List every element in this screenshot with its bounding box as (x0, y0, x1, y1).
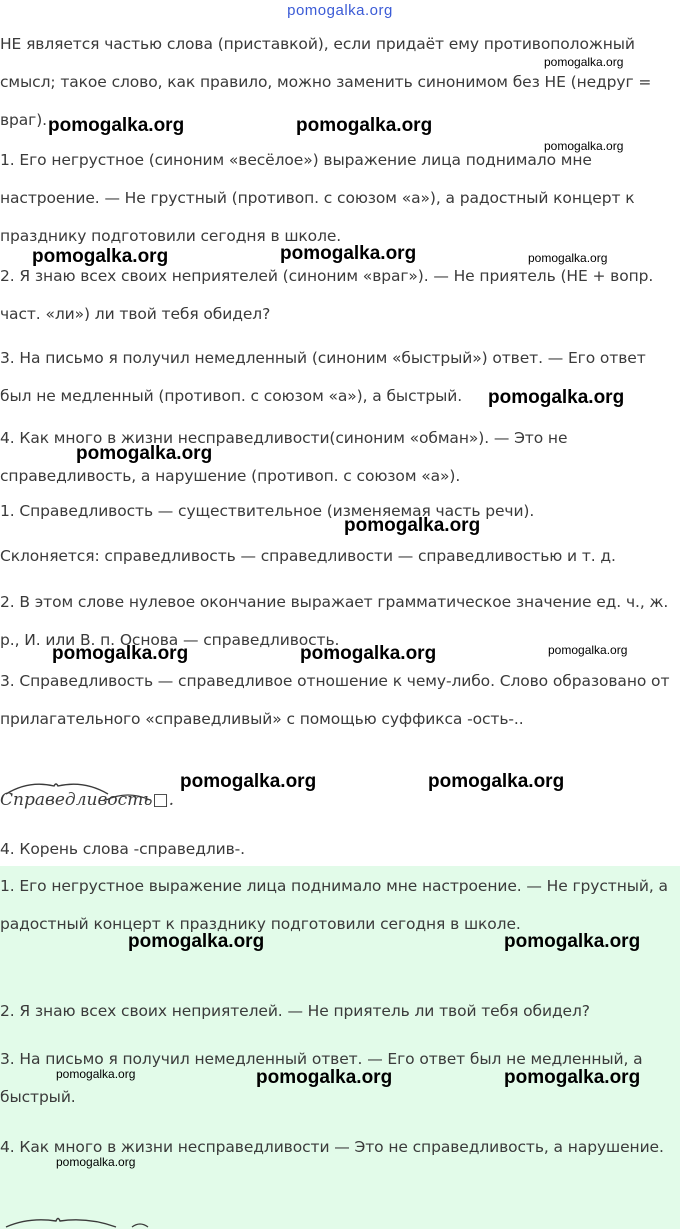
watermark: pomogalka.org (280, 243, 417, 264)
explanation-4: 4. Как много в жизни несправедливости(синоним «обман»). — Это не справедливость, а нарушение (противоп. с союзом «а»). (0, 429, 568, 485)
answer-2: 2. Я знаю всех своих неприятелей. — Не приятель ли твой тебя обидел? (0, 1002, 590, 1020)
watermark: pomogalka.org (344, 515, 481, 536)
analysis-3: 3. Справедливость — справедливое отношение к чему-либо. Слово образовано от прилагательного «справедливый» с помощью суффикса -ость-.. (0, 672, 670, 728)
watermark: pomogalka.org (488, 387, 625, 408)
watermark: pomogalka.org (52, 643, 189, 664)
watermark: pomogalka.org (48, 115, 185, 136)
watermark: pomogalka.org (544, 55, 624, 69)
answer-4: 4. Как много в жизни несправедливости — Это не справедливость, а нарушение. (0, 1138, 664, 1156)
watermark: pomogalka.org (56, 1067, 136, 1081)
watermark: pomogalka.org (300, 643, 437, 664)
explanation-1: 1. Его негрустное (синоним «весёлое») выражение лица поднимало мне настроение. — Не грустный (противоп. с союзом «а»), а радостный концерт к празднику подготовили сегодня в школе. (0, 151, 635, 245)
explanation-2: 2. Я знаю всех своих неприятелей (синоним «враг»). — Не приятель (НЕ + вопр. част. «ли») ли твой тебя обидел? (0, 267, 654, 323)
watermark: pomogalka.org (428, 771, 565, 792)
watermark: pomogalka.org (296, 115, 433, 136)
watermark: pomogalka.org (504, 931, 641, 952)
analysis-1: 1. Справедливость — существительное (изменяемая часть речи). (0, 502, 535, 520)
watermark: pomogalka.org (128, 931, 265, 952)
bottom-arc-icon (4, 1215, 164, 1229)
analysis-2: 2. В этом слове нулевое окончание выражает грамматическое значение ед. ч., ж. р., И. или В. п. Основа — справедливость. (0, 593, 669, 649)
watermark: pomogalka.org (548, 643, 628, 657)
watermark: pomogalka.org (544, 139, 624, 153)
watermark: pomogalka.org (56, 1155, 136, 1169)
rule-paragraph: НЕ является частью слова (приставкой), если придаёт ему противоположный смысл; такое слово, как правило, можно заменить синонимом без НЕ (недруг = враг). (0, 35, 652, 129)
watermark: pomogalka.org (76, 443, 213, 464)
analysis-declension: Склоняется: справедливость — справедливости — справедливостью и т. д. (0, 547, 616, 565)
watermark: pomogalka.org (504, 1067, 641, 1088)
watermark: pomogalka.org (528, 251, 608, 265)
site-logo[interactable]: pomogalka.org (287, 2, 393, 19)
watermark: pomogalka.org (32, 246, 169, 267)
answer-3: 3. На письмо я получил немедленный ответ. — Его ответ был не медленный, а быстрый. (0, 1050, 643, 1106)
watermark: pomogalka.org (180, 771, 317, 792)
analysis-4: 4. Корень слова -справедлив-. (0, 840, 245, 858)
watermark: pomogalka.org (256, 1067, 393, 1088)
morpheme-word: Справедливость□. (0, 790, 174, 810)
answer-1: 1. Его негрустное выражение лица поднимало мне настроение. — Не грустный, а радостный концерт к празднику подготовили сегодня в школе. (0, 877, 668, 933)
explanation-3: 3. На письмо я получил немедленный (синоним «быстрый») ответ. — Его ответ был не медленный (противоп. с союзом «а»), а быстрый. (0, 349, 646, 405)
